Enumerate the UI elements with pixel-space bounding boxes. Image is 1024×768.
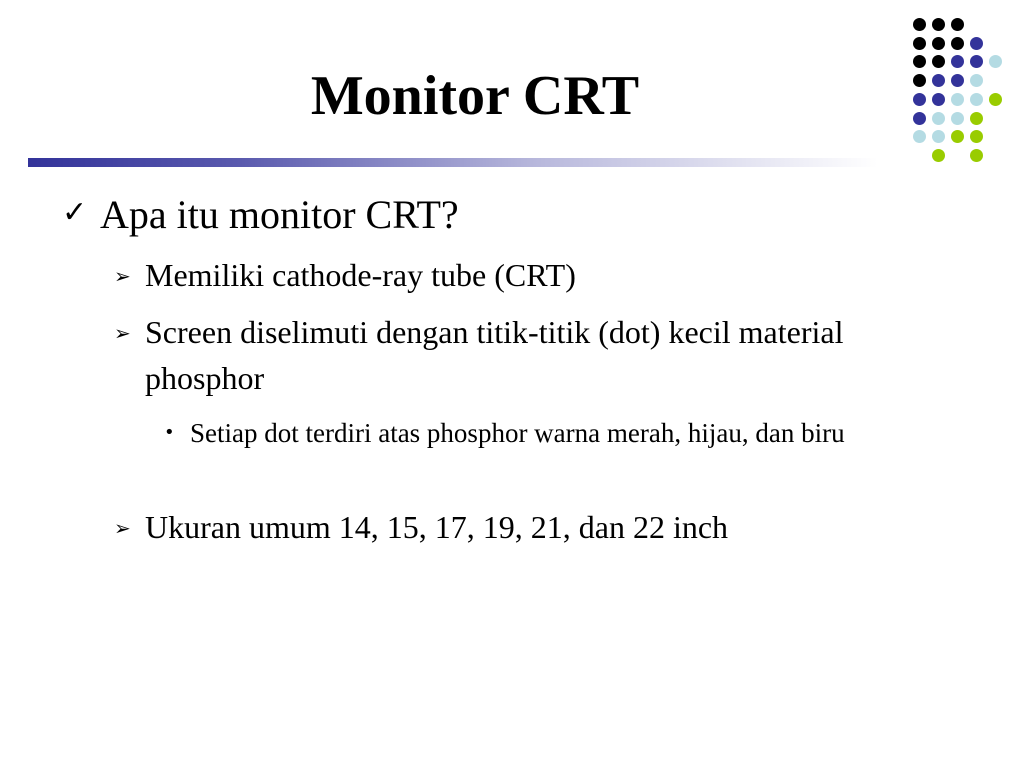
decorative-dot	[932, 37, 945, 50]
decorative-dot	[932, 93, 945, 106]
arrow-bullet-icon: ➢	[114, 516, 131, 540]
decorative-dot	[913, 93, 926, 106]
decorative-dot	[932, 74, 945, 87]
decorative-dot	[970, 149, 983, 162]
decorative-dot	[932, 55, 945, 68]
dot-bullet-icon: •	[164, 422, 175, 443]
arrow-bullet-icon: ➢	[114, 264, 131, 288]
decorative-dot	[951, 55, 964, 68]
bullet-text: Ukuran umum 14, 15, 17, 19, 21, dan 22 inch	[145, 509, 729, 545]
slide-title: Monitor CRT	[310, 65, 640, 127]
title-underline-bar	[28, 158, 878, 167]
decorative-dot	[951, 130, 964, 143]
bullet-text: Screen diselimuti dengan titik-titik (dot) kecil material phosphor	[145, 314, 844, 396]
decorative-dot	[951, 74, 964, 87]
decorative-dot	[970, 93, 983, 106]
decorative-dot	[951, 18, 964, 31]
bullet-text: Setiap dot terdiri atas phosphor warna merah, hijau, dan biru	[190, 418, 845, 448]
decorative-dot	[913, 74, 926, 87]
decorative-dot	[970, 55, 983, 68]
bullet-text: Memiliki cathode-ray tube (CRT)	[145, 257, 576, 293]
decorative-dot	[932, 18, 945, 31]
decorative-dot	[970, 130, 983, 143]
decorative-dot	[932, 149, 945, 162]
decorative-dot	[989, 93, 1002, 106]
checkmark-icon: ✓	[62, 195, 88, 230]
decorative-dot	[951, 93, 964, 106]
decorative-dot	[970, 112, 983, 125]
decorative-dot	[989, 55, 1002, 68]
decorative-dot	[932, 130, 945, 143]
decorative-dot	[951, 37, 964, 50]
decorative-dot	[913, 37, 926, 50]
decorative-dot	[913, 130, 926, 143]
decorative-dot	[913, 55, 926, 68]
decorative-dot	[913, 112, 926, 125]
bullet-text: Apa itu monitor CRT?	[100, 192, 459, 237]
decorative-dot	[932, 112, 945, 125]
arrow-bullet-icon: ➢	[114, 321, 131, 345]
decorative-dot	[970, 37, 983, 50]
decorative-dot	[913, 18, 926, 31]
decorative-dot	[951, 112, 964, 125]
decorative-dot	[970, 74, 983, 87]
